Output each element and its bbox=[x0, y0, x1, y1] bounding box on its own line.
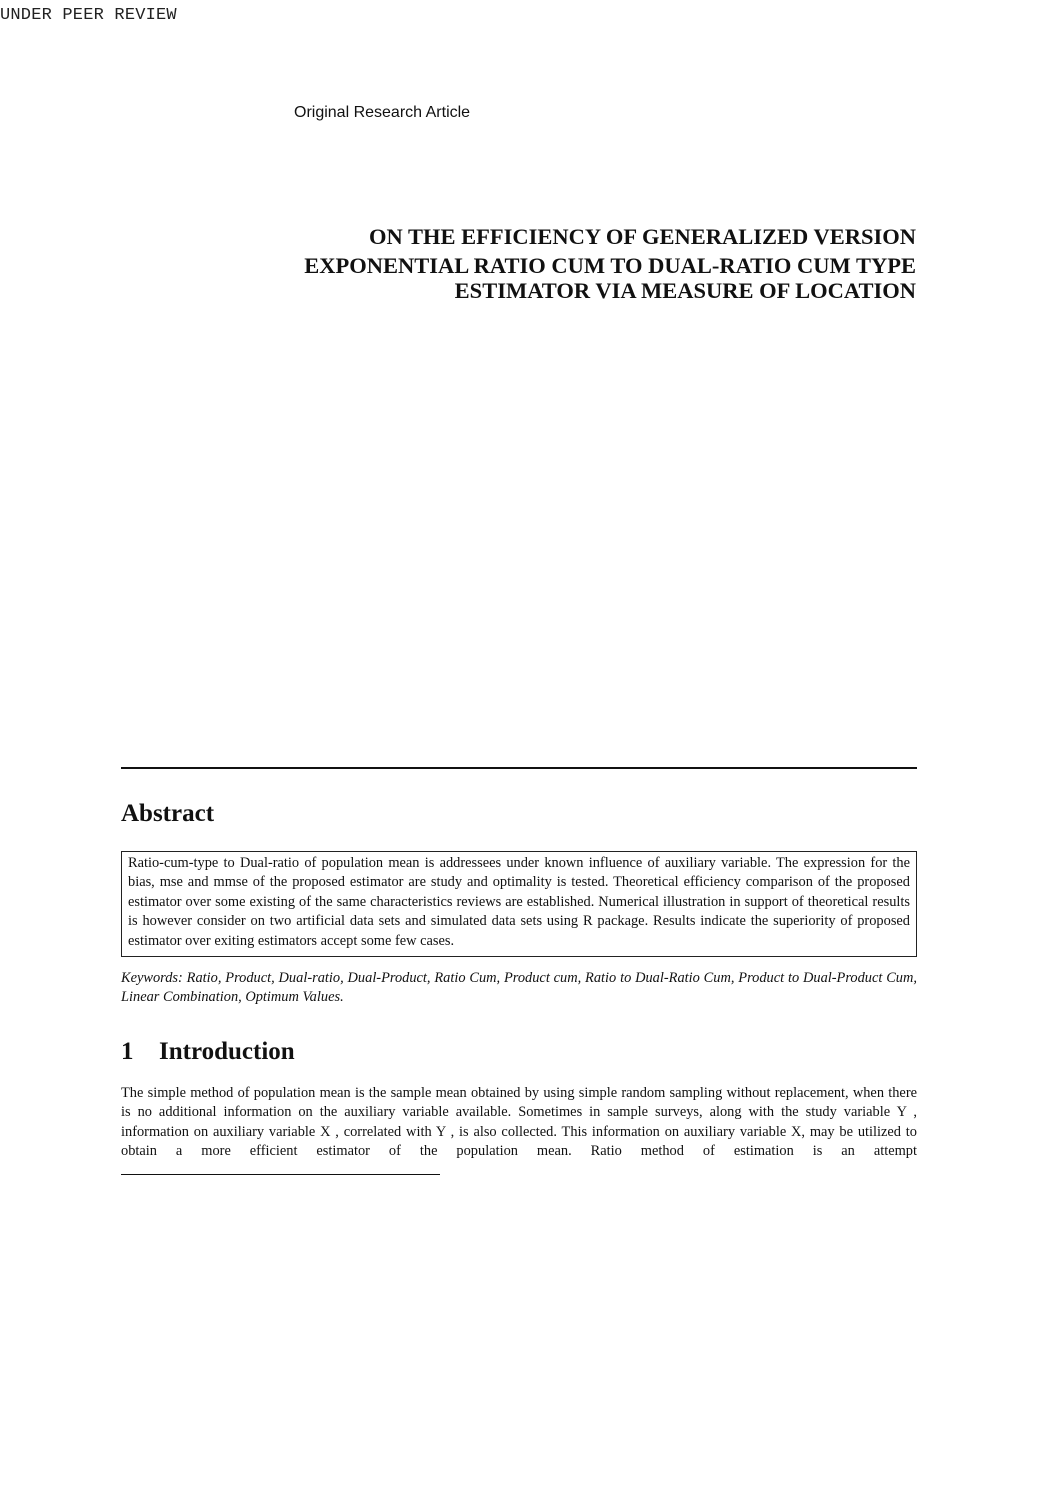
abstract-heading: Abstract bbox=[121, 800, 215, 827]
title-line-1: ON THE EFFICIENCY OF GENERALIZED VERSION bbox=[369, 224, 916, 249]
section-title: Introduction bbox=[159, 1038, 295, 1065]
watermark: UNDER PEER REVIEW bbox=[0, 6, 177, 25]
abstract-box bbox=[121, 851, 917, 957]
article-type-label: Original Research Article bbox=[294, 104, 471, 121]
abstract-text: Ratio-cum-type to Dual-ratio of population mean is addressees under known influence of auxiliary variable. The expression for the bias, mse and mmse of the proposed estimator are study and optimality is tested. Theoretical efficiency comparison of the proposed estimator over some existing of the same characteristics reviews are established. Numerical illustration in support of theoretical results is however consider on two artificial data sets and simulated data sets using R package. Results indicate the superiority of proposed estimator over exiting estimators accept some few cases. bbox=[128, 855, 910, 949]
paper-title bbox=[196, 224, 916, 303]
section-number: 1 bbox=[121, 1038, 134, 1065]
title-line-3: ESTIMATOR VIA MEASURE OF LOCATION bbox=[454, 278, 916, 303]
keywords-text: Ratio, Product, Dual-ratio, Dual-Product, Ratio Cum, Product cum, Ratio to Dual-Ratio Cum, Product to Dual-Product Cum, Linear Combination, Optimum Values. bbox=[121, 970, 917, 1006]
title-separator-rule bbox=[121, 767, 917, 769]
keywords bbox=[121, 969, 917, 1008]
introduction-paragraph: The simple method of population mean is the sample mean obtained by using simple random sampling without replacement, when there is no additional information on the auxiliary variable available. Sometimes in sample surveys, along with the study variable Y , information on auxiliary variable X , correlated with Y , is also collected. This information on auxiliary variable X, may be utilized to obtain a more efficient estimator of the population mean. Ratio method of estimation is an attempt bbox=[121, 1085, 917, 1160]
title-line-2: EXPONENTIAL RATIO CUM TO DUAL-RATIO CUM TYPE bbox=[304, 253, 916, 278]
footnote-rule bbox=[121, 1174, 440, 1175]
keywords-label: Keywords: bbox=[121, 970, 183, 986]
section-heading-introduction bbox=[121, 1038, 295, 1066]
